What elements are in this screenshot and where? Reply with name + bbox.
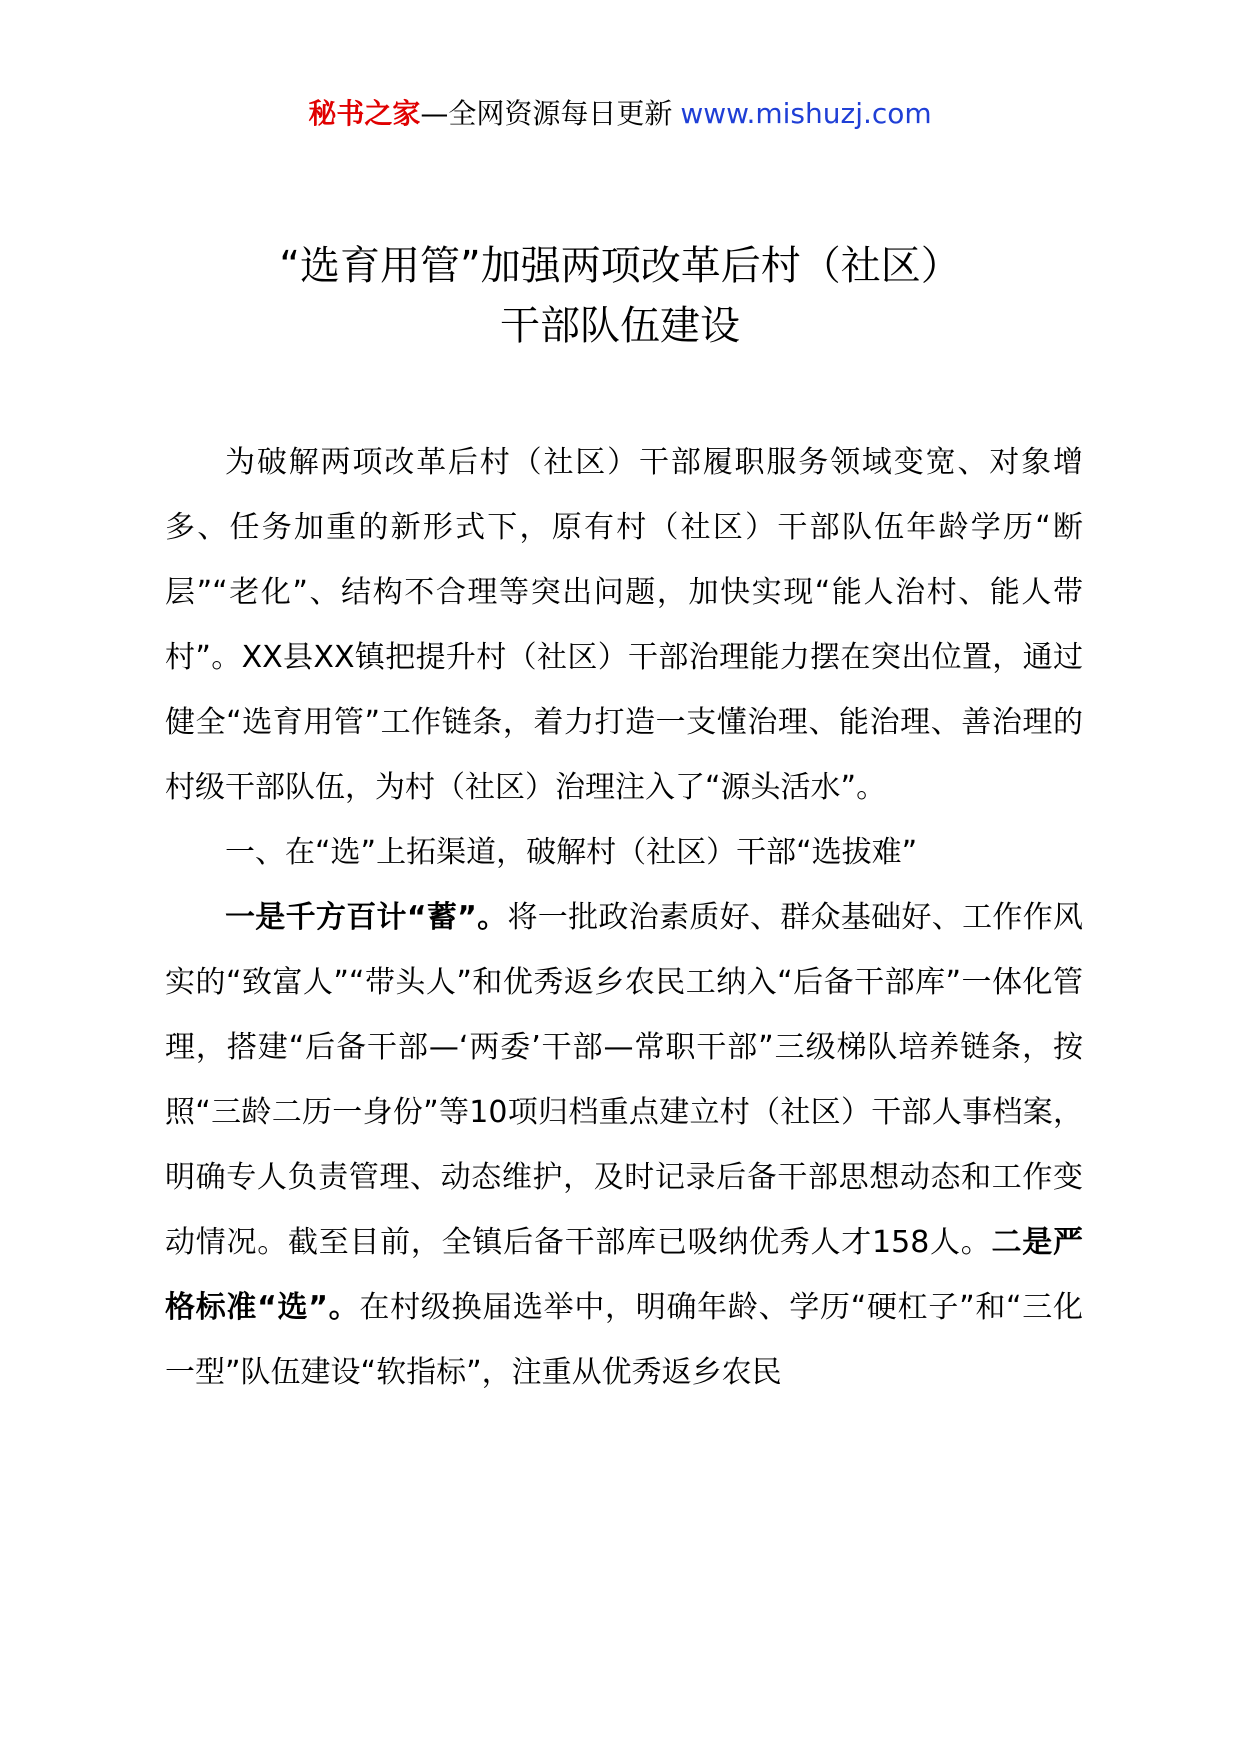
document-body — [165, 430, 1083, 1405]
document-title — [0, 236, 1240, 356]
point-2-text: 在村级换届选举中，明确年龄、学历“硬杠子”和“三化一型”队伍建设“软指标”，注重从优秀返乡农民 — [165, 1290, 1083, 1390]
site-url-link[interactable]: www.mishuzj.com — [680, 97, 932, 130]
point-1-lead: 一是千方百计“蓄”。 — [225, 900, 508, 935]
site-slogan: —全网资源每日更新 — [420, 97, 673, 130]
title-line-2: 干部队伍建设 — [500, 303, 740, 349]
intro-paragraph: 为破解两项改革后村（社区）干部履职服务领域变宽、对象增多、任务加重的新形式下，原有村（社区）干部队伍年龄学历“断层”“老化”、结构不合理等突出问题，加快实现“能人治村、能人带村”。XX县XX镇把提升村（社区）干部治理能力摆在突出位置，通过健全“选育用管”工作链条，着力打造一支懂治理、能治理、善治理的村级干部队伍，为村（社区）治理注入了“源头活水”。 — [165, 445, 1083, 805]
point-2-lead: 二是严格标准“选”。 — [165, 1225, 1083, 1325]
site-header — [0, 94, 1240, 134]
section-1-paragraph — [165, 885, 1083, 1405]
title-line-1: “选育用管”加强两项改革后村（社区） — [279, 243, 961, 289]
section-1-heading: 一、在“选”上拓渠道，破解村（社区）干部“选拔难” — [225, 835, 918, 870]
point-1-text: 将一批政治素质好、群众基础好、工作作风实的“致富人”“带头人”和优秀返乡农民工纳入“后备干部库”一体化管理，搭建“后备干部—‘两委’干部—常职干部”三级梯队培养链条，按照“三龄二历一身份”等10项归档重点建立村（社区）干部人事档案，明确专人负责管理、动态维护，及时记录后备干部思想动态和工作变动情况。截至目前，全镇后备干部库已吸纳优秀人才158人。 — [165, 900, 1084, 1260]
site-brand: 秘书之家 — [308, 97, 421, 130]
